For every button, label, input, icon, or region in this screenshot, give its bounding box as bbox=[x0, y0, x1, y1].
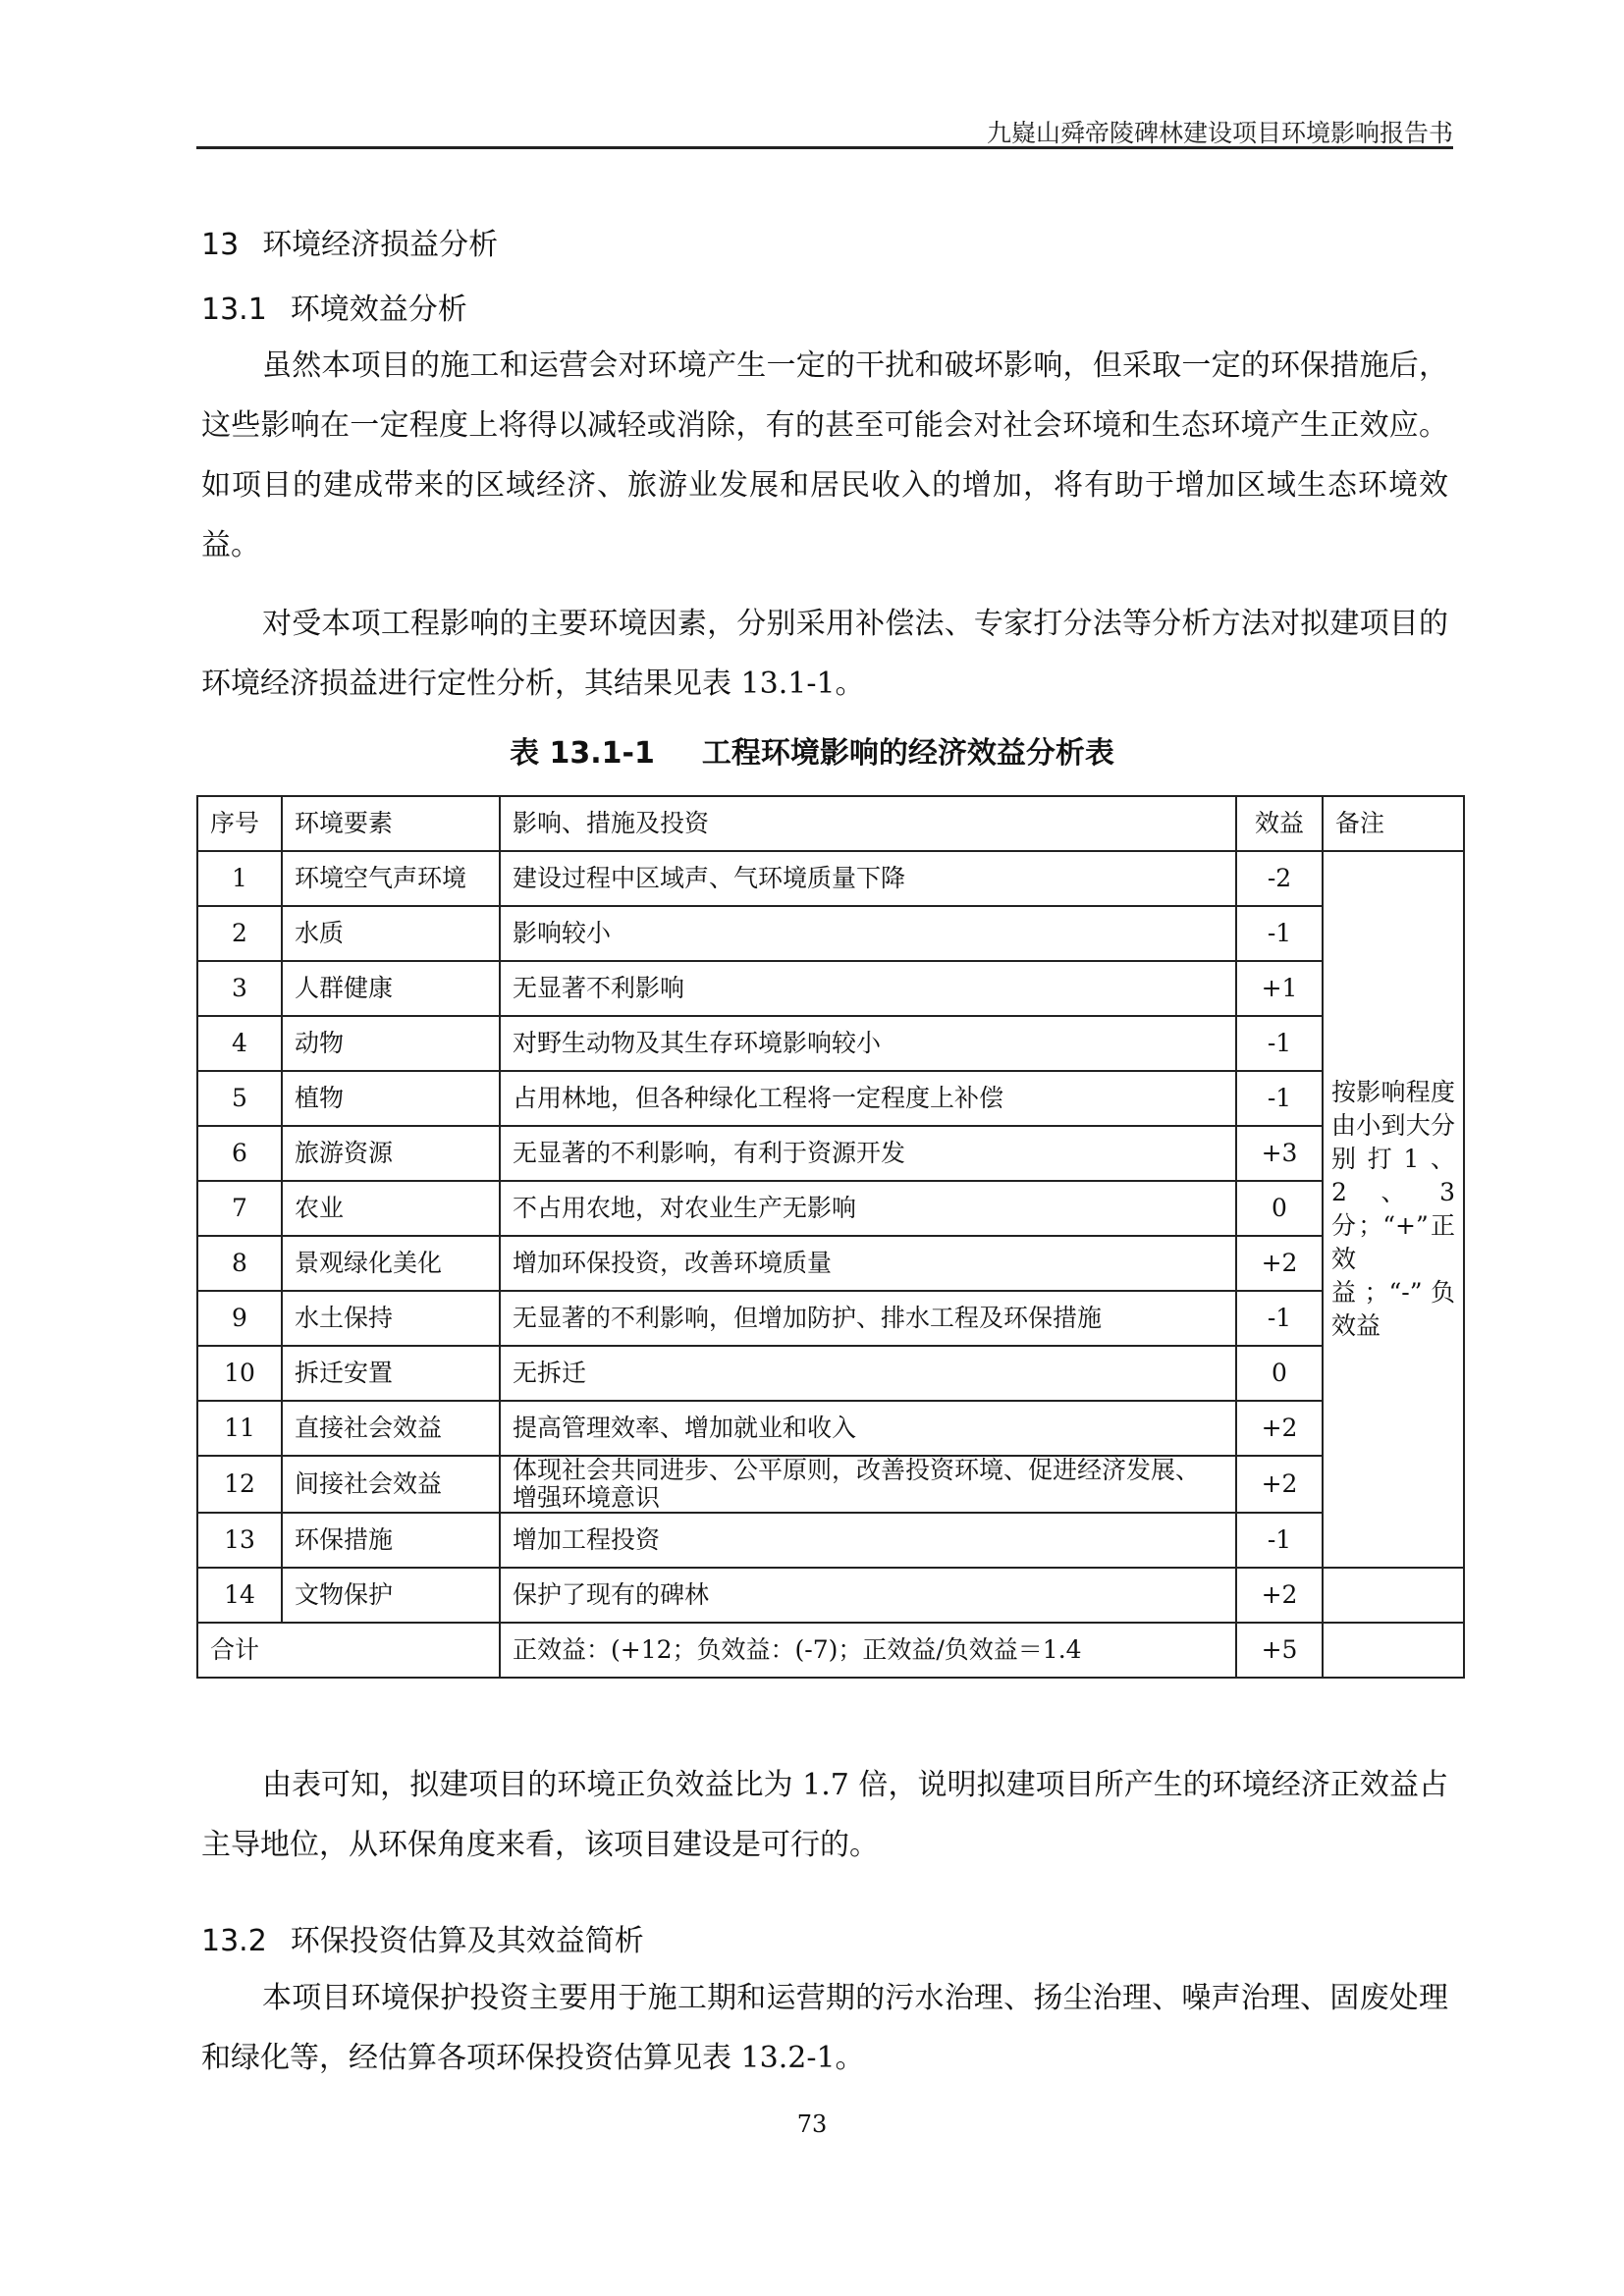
table-cell: 环保措施 bbox=[282, 1513, 500, 1568]
table-cell: 0 bbox=[1236, 1181, 1323, 1236]
table-header-row bbox=[197, 796, 1464, 851]
header-cell: 影响、措施及投资 bbox=[500, 796, 1236, 851]
table-row bbox=[197, 1236, 1464, 1291]
header-cell: 序号 bbox=[197, 796, 282, 851]
table-cell: 水质 bbox=[282, 906, 500, 961]
table-cell: 7 bbox=[197, 1181, 282, 1236]
table-cell: 12 bbox=[197, 1456, 282, 1513]
table-row bbox=[197, 1126, 1464, 1181]
table-cell: 无显著的不利影响，但增加防护、排水工程及环保措施 bbox=[500, 1291, 1236, 1346]
subsection-title: 环保投资估算及其效益简析 bbox=[290, 1924, 644, 1958]
table-caption-number: 表 13.1-1 bbox=[510, 736, 655, 771]
paragraph-2: 对受本项工程影响的主要环境因素，分别采用补偿法、专家打分法等分析方法对拟建项目的环境经济损益进行定性分析，其结果见表 13.1-1。 bbox=[201, 607, 1448, 701]
table-cell: 拆迁安置 bbox=[282, 1346, 500, 1401]
table-cell: 保护了现有的碑林 bbox=[500, 1568, 1236, 1623]
table-cell: 2 bbox=[197, 906, 282, 961]
table-row bbox=[197, 906, 1464, 961]
remark-cell: 按影响程度由小到大分别打1、2、3分；“+”正效益；“-”负效益 bbox=[1323, 851, 1464, 1568]
table-row bbox=[197, 961, 1464, 1016]
table-cell: 14 bbox=[197, 1568, 282, 1623]
table-cell: 建设过程中区域声、气环境质量下降 bbox=[500, 851, 1236, 906]
section-title: 环境经济损益分析 bbox=[262, 228, 499, 262]
table-cell: 动物 bbox=[282, 1016, 500, 1071]
table-cell: +2 bbox=[1236, 1456, 1323, 1513]
table-cell: 文物保护 bbox=[282, 1568, 500, 1623]
table-cell: 10 bbox=[197, 1346, 282, 1401]
table-cell: 11 bbox=[197, 1401, 282, 1456]
table-cell: 景观绿化美化 bbox=[282, 1236, 500, 1291]
table-row bbox=[197, 1513, 1464, 1568]
table-row bbox=[197, 1016, 1464, 1071]
table-cell: 直接社会效益 bbox=[282, 1401, 500, 1456]
table-cell: 间接社会效益 bbox=[282, 1456, 500, 1513]
table-cell: 水土保持 bbox=[282, 1291, 500, 1346]
table-row bbox=[197, 1346, 1464, 1401]
table-cell: 植物 bbox=[282, 1071, 500, 1126]
table-cell: +1 bbox=[1236, 961, 1323, 1016]
table-cell: 无拆迁 bbox=[500, 1346, 1236, 1401]
table-cell: 3 bbox=[197, 961, 282, 1016]
table-row bbox=[197, 1291, 1464, 1346]
benefit-analysis-table bbox=[196, 795, 1465, 1679]
header-cell: 备注 bbox=[1323, 796, 1464, 851]
table-total-row bbox=[197, 1623, 1464, 1678]
header-cell: 环境要素 bbox=[282, 796, 500, 851]
table-cell: 9 bbox=[197, 1291, 282, 1346]
table-row bbox=[197, 1181, 1464, 1236]
table-cell: -1 bbox=[1236, 1016, 1323, 1071]
table-cell: 体现社会共同进步、公平原则，改善投资环境、促进经济发展、增强环境意识 bbox=[500, 1456, 1236, 1513]
table-cell: 5 bbox=[197, 1071, 282, 1126]
table-cell: 无显著不利影响 bbox=[500, 961, 1236, 1016]
table-cell: 影响较小 bbox=[500, 906, 1236, 961]
table-cell: 旅游资源 bbox=[282, 1126, 500, 1181]
subsection-number: 13.1 bbox=[201, 293, 267, 327]
table-row bbox=[197, 1071, 1464, 1126]
table-caption-title: 工程环境影响的经济效益分析表 bbox=[701, 736, 1114, 771]
table-cell: 1 bbox=[197, 851, 282, 906]
table-cell: 4 bbox=[197, 1016, 282, 1071]
paragraph-1: 虽然本项目的施工和运营会对环境产生一定的干扰和破坏影响，但采取一定的环保措施后，这些影响在一定程度上将得以减轻或消除，有的甚至可能会对社会环境和生态环境产生正效应。如项目的建成带来的区域经济、旅游业发展和居民收入的增加，将有助于增加区域生态环境效益。 bbox=[201, 348, 1448, 562]
table-cell: 0 bbox=[1236, 1346, 1323, 1401]
table-cell: 农业 bbox=[282, 1181, 500, 1236]
page-number: 73 bbox=[796, 2110, 828, 2138]
table-cell: 6 bbox=[197, 1126, 282, 1181]
table-cell: 增加环保投资，改善环境质量 bbox=[500, 1236, 1236, 1291]
empty-remark-cell bbox=[1323, 1623, 1464, 1678]
paragraph-3: 由表可知，拟建项目的环境正负效益比为 1.7 倍，说明拟建项目所产生的环境经济正效益占主导地位，从环保角度来看，该项目建设是可行的。 bbox=[201, 1768, 1448, 1862]
table-cell: -1 bbox=[1236, 1513, 1323, 1568]
table-cell: +2 bbox=[1236, 1568, 1323, 1623]
table-caption bbox=[0, 728, 1624, 772]
subsection-heading-13-1 bbox=[201, 285, 467, 328]
table-cell: 环境空气声环境 bbox=[282, 851, 500, 906]
subsection-heading-13-2 bbox=[201, 1916, 644, 1959]
total-label: 合计 bbox=[197, 1623, 500, 1678]
header-cell: 效益 bbox=[1236, 796, 1323, 851]
section-heading bbox=[201, 220, 498, 263]
table-row bbox=[197, 1568, 1464, 1623]
table-cell: 13 bbox=[197, 1513, 282, 1568]
table-cell: 占用林地，但各种绿化工程将一定程度上补偿 bbox=[500, 1071, 1236, 1126]
total-effect: +5 bbox=[1236, 1623, 1323, 1678]
table-cell: +2 bbox=[1236, 1401, 1323, 1456]
table-cell: 提高管理效率、增加就业和收入 bbox=[500, 1401, 1236, 1456]
page-header bbox=[196, 108, 1453, 149]
total-impact: 正效益：(+12；负效益：(-7)；正效益/负效益＝1.4 bbox=[500, 1623, 1236, 1678]
paragraph-4: 本项目环境保护投资主要用于施工期和运营期的污水治理、扬尘治理、噪声治理、固废处理和绿化等，经估算各项环保投资估算见表 13.2-1。 bbox=[201, 1981, 1448, 2075]
table-row bbox=[197, 1401, 1464, 1456]
table-cell: -1 bbox=[1236, 906, 1323, 961]
subsection-title: 环境效益分析 bbox=[290, 293, 467, 327]
table-row bbox=[197, 1456, 1464, 1513]
table-cell: -2 bbox=[1236, 851, 1323, 906]
table-row bbox=[197, 851, 1464, 906]
table-cell: +3 bbox=[1236, 1126, 1323, 1181]
table-cell: +2 bbox=[1236, 1236, 1323, 1291]
table-cell: 8 bbox=[197, 1236, 282, 1291]
table-cell: 对野生动物及其生存环境影响较小 bbox=[500, 1016, 1236, 1071]
table-cell: -1 bbox=[1236, 1071, 1323, 1126]
empty-remark-cell bbox=[1323, 1568, 1464, 1623]
table-cell: 不占用农地，对农业生产无影响 bbox=[500, 1181, 1236, 1236]
table-cell: 无显著的不利影响，有利于资源开发 bbox=[500, 1126, 1236, 1181]
section-number: 13 bbox=[201, 228, 240, 262]
table-cell: -1 bbox=[1236, 1291, 1323, 1346]
subsection-number: 13.2 bbox=[201, 1924, 267, 1958]
table-cell: 增加工程投资 bbox=[500, 1513, 1236, 1568]
table-cell: 人群健康 bbox=[282, 961, 500, 1016]
header-title: 九嶷山舜帝陵碑林建设项目环境影响报告书 bbox=[986, 119, 1453, 147]
